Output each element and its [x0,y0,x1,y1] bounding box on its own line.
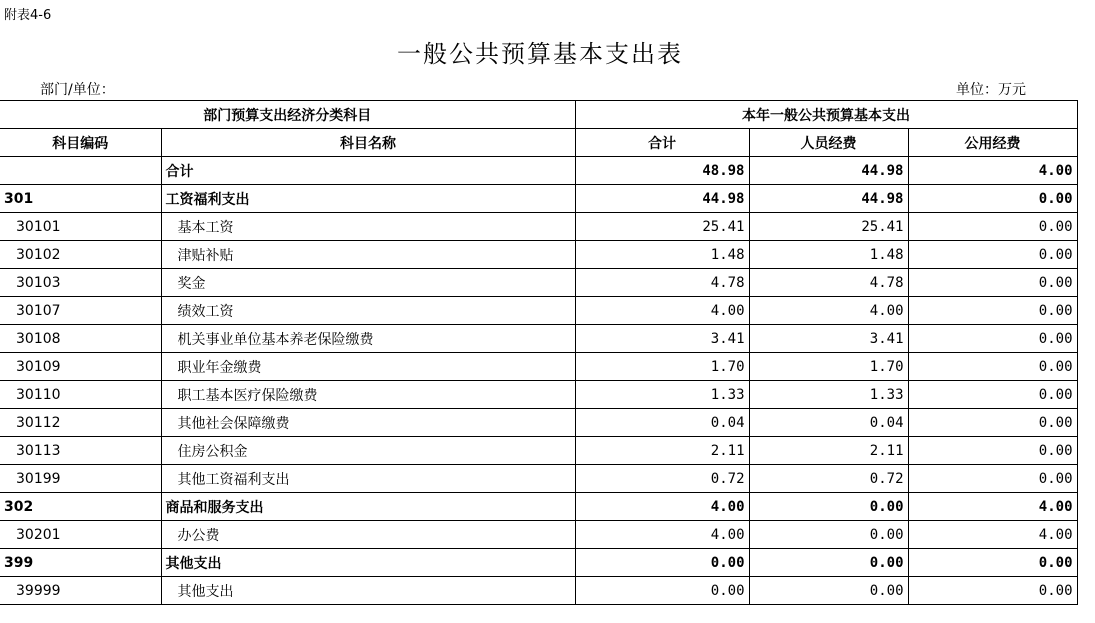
row-public: 0.00 [908,241,1077,269]
unit-label: 单位：万元 [956,82,1026,98]
row-total: 1.33 [575,381,749,409]
budget-table [0,100,1078,605]
row-code: 30103 [0,269,161,297]
row-total: 44.98 [575,185,749,213]
row-code: 30102 [0,241,161,269]
row-total: 4.00 [575,297,749,325]
row-personnel: 3.41 [749,325,908,353]
row-personnel: 4.78 [749,269,908,297]
row-public: 4.00 [908,157,1077,185]
row-total: 0.00 [575,549,749,577]
row-code: 30108 [0,325,161,353]
table-header-group-row [0,101,1077,129]
row-personnel: 0.00 [749,493,908,521]
row-public: 0.00 [908,269,1077,297]
table-header-row [0,129,1077,157]
row-public: 0.00 [908,297,1077,325]
row-public: 0.00 [908,437,1077,465]
table-row [0,409,1077,437]
row-code: 30101 [0,213,161,241]
header-name: 科目名称 [161,129,575,157]
row-total: 4.78 [575,269,749,297]
row-public: 0.00 [908,465,1077,493]
row-name: 商品和服务支出 [161,493,575,521]
row-personnel: 1.48 [749,241,908,269]
row-personnel: 0.04 [749,409,908,437]
row-total: 1.48 [575,241,749,269]
row-name: 津贴补贴 [161,241,575,269]
row-total: 0.04 [575,409,749,437]
row-total: 48.98 [575,157,749,185]
table-row [0,185,1077,213]
table-row [0,493,1077,521]
table-row [0,521,1077,549]
row-code: 301 [0,185,161,213]
row-code: 399 [0,549,161,577]
header-group-right: 本年一般公共预算基本支出 [575,101,1077,129]
row-personnel: 1.33 [749,381,908,409]
table-row [0,213,1077,241]
row-code: 302 [0,493,161,521]
header-public: 公用经费 [908,129,1077,157]
row-public: 0.00 [908,409,1077,437]
row-name: 工资福利支出 [161,185,575,213]
table-row [0,241,1077,269]
row-public: 0.00 [908,325,1077,353]
row-personnel: 0.00 [749,521,908,549]
row-public: 0.00 [908,185,1077,213]
row-personnel: 4.00 [749,297,908,325]
row-total: 2.11 [575,437,749,465]
row-name: 办公费 [161,521,575,549]
table-row [0,381,1077,409]
row-personnel: 0.72 [749,465,908,493]
row-total: 0.72 [575,465,749,493]
header-group-left: 部门预算支出经济分类科目 [0,101,575,129]
row-name: 合计 [161,157,575,185]
row-public: 4.00 [908,521,1077,549]
row-public: 0.00 [908,577,1077,605]
row-total: 25.41 [575,213,749,241]
row-code: 30199 [0,465,161,493]
row-name: 其他工资福利支出 [161,465,575,493]
row-name: 其他支出 [161,577,575,605]
row-personnel: 0.00 [749,577,908,605]
row-public: 0.00 [908,381,1077,409]
table-row [0,269,1077,297]
row-personnel: 44.98 [749,157,908,185]
row-personnel: 1.70 [749,353,908,381]
row-personnel: 0.00 [749,549,908,577]
dept-label: 部门/单位： [40,82,115,98]
row-total: 1.70 [575,353,749,381]
table-row [0,465,1077,493]
row-name: 奖金 [161,269,575,297]
row-total: 4.00 [575,493,749,521]
row-code: 30107 [0,297,161,325]
page-title: 一般公共预算基本支出表 [397,40,683,68]
row-code: 30112 [0,409,161,437]
row-name: 绩效工资 [161,297,575,325]
table-row [0,577,1077,605]
row-total: 0.00 [575,577,749,605]
row-public: 0.00 [908,549,1077,577]
row-code [0,157,161,185]
row-public: 0.00 [908,353,1077,381]
row-name: 基本工资 [161,213,575,241]
row-name: 其他社会保障缴费 [161,409,575,437]
table-row [0,549,1077,577]
table-row [0,325,1077,353]
row-public: 0.00 [908,213,1077,241]
row-name: 机关事业单位基本养老保险缴费 [161,325,575,353]
header-code: 科目编码 [0,129,161,157]
row-code: 30113 [0,437,161,465]
row-code: 30201 [0,521,161,549]
row-name: 职业年金缴费 [161,353,575,381]
table-row [0,353,1077,381]
table-row [0,297,1077,325]
row-public: 4.00 [908,493,1077,521]
page-label: 附表4-6 [4,8,52,23]
row-name: 职工基本医疗保险缴费 [161,381,575,409]
table-row [0,157,1077,185]
row-code: 39999 [0,577,161,605]
row-name: 其他支出 [161,549,575,577]
row-code: 30109 [0,353,161,381]
row-name: 住房公积金 [161,437,575,465]
header-total: 合计 [575,129,749,157]
row-personnel: 2.11 [749,437,908,465]
row-personnel: 25.41 [749,213,908,241]
row-code: 30110 [0,381,161,409]
row-personnel: 44.98 [749,185,908,213]
table-row [0,437,1077,465]
header-personnel: 人员经费 [749,129,908,157]
row-total: 3.41 [575,325,749,353]
row-total: 4.00 [575,521,749,549]
